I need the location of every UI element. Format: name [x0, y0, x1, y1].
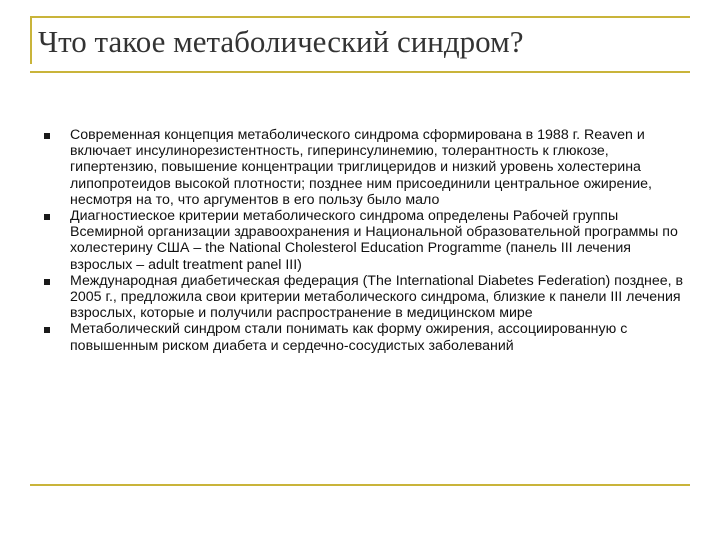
square-bullet-icon	[44, 214, 50, 220]
footer-rule	[30, 484, 690, 486]
title-frame-top-rule	[30, 16, 690, 18]
square-bullet-icon	[44, 327, 50, 333]
bullet-text: Диагностиеское критерии метаболического синдрома определены Рабочей группы Всемирной организации здравоохранения и Национальной образовательной программы по холестерину США – the National Cholesterol Education Programme (панель III лечения взрослых – adult treatment panel III)	[70, 208, 678, 273]
bullet-item	[40, 273, 690, 322]
title-frame-left-rule	[30, 16, 32, 64]
square-bullet-icon	[44, 279, 50, 285]
slide-title: Что такое метаболический синдром?	[38, 24, 524, 59]
bullet-item	[40, 127, 690, 208]
title-underline-rule	[30, 71, 690, 73]
square-bullet-icon	[44, 133, 50, 139]
bullet-item	[40, 321, 690, 353]
bullet-item	[40, 208, 690, 273]
bullet-text: Международная диабетическая федерация (The International Diabetes Federation) позднее, в 2005 г., предложила свои критерии метаболического синдрома, близкие к панели III лечения взрослых, которые и получили распространение в медицинском мире	[70, 272, 684, 322]
bullet-list	[40, 127, 690, 354]
bullet-text: Метаболический синдром стали понимать как форму ожирения, ассоциированную с повышенным риском диабета и сердечно-сосудистых заболеваний	[70, 321, 628, 354]
bullet-text: Современная концепция метаболического синдрома сформирована в 1988 г. Reaven и включает инсулинорезистентность, гиперинсулинемию, толерантность к глюкозе, гипертензию, повышение концентрации триглицеридов и низкий уровень холестерина липопротеидов высокой плотности; позднее ним присоединили центральное ожирение, несмотря на то, что аргументов в его пользу было мало	[70, 127, 652, 208]
